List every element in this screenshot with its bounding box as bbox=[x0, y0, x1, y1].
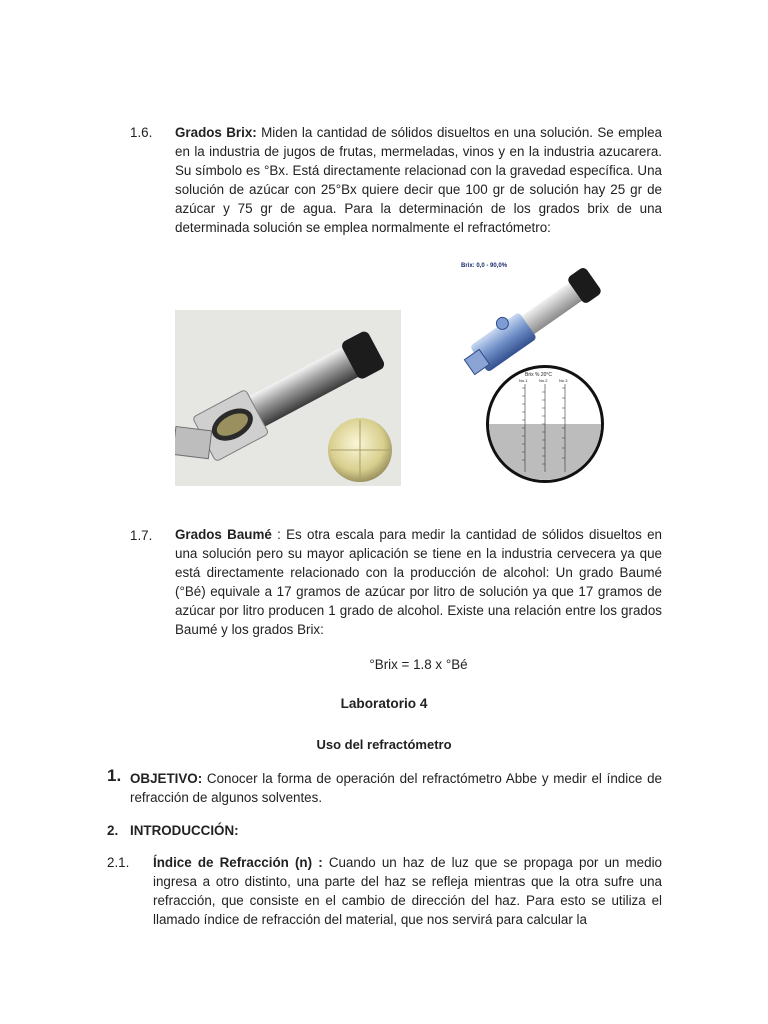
scale-col3-head: No.3 bbox=[559, 378, 568, 383]
introduccion-number: 2. bbox=[107, 823, 119, 838]
objetivo-number: 1. bbox=[107, 766, 122, 785]
section-2-1-text: Cuando un haz de luz que se propaga por un medio ingresa a otro distinto, una parte del haz se refleja mientras que la otra sufre una refracción, que consiste en el cambio de dirección del haz. Para esto se utiliza el llamado índice de refracción del material, que nos servirá para calcular la bbox=[153, 855, 662, 927]
refractometer-photo bbox=[175, 310, 401, 486]
section-1-7-text: : Es otra escala para medir la cantidad de sólidos disueltos en una solución pero su mayor aplicación se tiene en la industria cervecera ya que está directamente relacionado con la producción de alcohol: Un grado Baumé (°Bé) equivale a 17 gramos de azúcar por litro de solución ya que 17 gramos de azúcar por litro producen 1 grado de alcohol. Existe una relación entre los grados Baumé y los grados Brix: bbox=[175, 527, 662, 637]
section-number-1-7: 1.7. bbox=[130, 528, 153, 543]
objetivo-paragraph bbox=[130, 769, 662, 807]
section-1-7-heading: Grados Baumé bbox=[175, 527, 272, 542]
brix-refractometer-figure bbox=[455, 258, 607, 486]
brix-baume-formula: °Brix = 1.8 x °Bé bbox=[369, 657, 468, 672]
refractometer-drawing bbox=[175, 310, 401, 486]
section-1-7-paragraph bbox=[175, 525, 662, 639]
section-1-6-heading: Grados Brix: bbox=[175, 125, 257, 140]
introduccion-heading: INTRODUCCIÓN: bbox=[130, 823, 239, 838]
brix-range-label: Brix: 0,0 - 90,0% bbox=[461, 263, 508, 269]
objetivo-text: Conocer la forma de operación del refractómetro Abbe y medir el índice de refracción de algunos solventes. bbox=[130, 771, 662, 805]
scale-ticks bbox=[489, 368, 601, 480]
section-number-1-6: 1.6. bbox=[130, 125, 153, 140]
scale-col2-head: No.2 bbox=[539, 378, 548, 383]
section-1-6-paragraph bbox=[175, 123, 662, 237]
brix-scale-view bbox=[486, 365, 604, 483]
section-number-2-1: 2.1. bbox=[107, 855, 130, 870]
section-2-1-heading: Índice de Refracción (n) : bbox=[153, 855, 323, 870]
lab-title: Laboratorio 4 bbox=[340, 696, 428, 711]
section-1-6-text: Miden la cantidad de sólidos disueltos en una solución. Se emplea en la industria de jugos de frutas, mermeladas, vinos y en la industria azucarera. Su símbolo es °Bx. Está directamente relacionad con la gravedad específica. Una solución de azúcar con 25°Bx quiere decir que 100 gr de solución hay 25 gr de azúcar y 75 gr de agua. Para la determinación de los grados brix de una determinada solución se emplea normalmente el refractómetro: bbox=[175, 125, 662, 235]
scale-col1-head: No.1 bbox=[519, 378, 528, 383]
section-2-1-paragraph bbox=[153, 853, 662, 929]
objetivo-heading: OBJETIVO: bbox=[130, 771, 203, 786]
scale-title: Brix % 20°C bbox=[525, 372, 553, 378]
lab-subtitle: Uso del refractómetro bbox=[316, 737, 452, 752]
